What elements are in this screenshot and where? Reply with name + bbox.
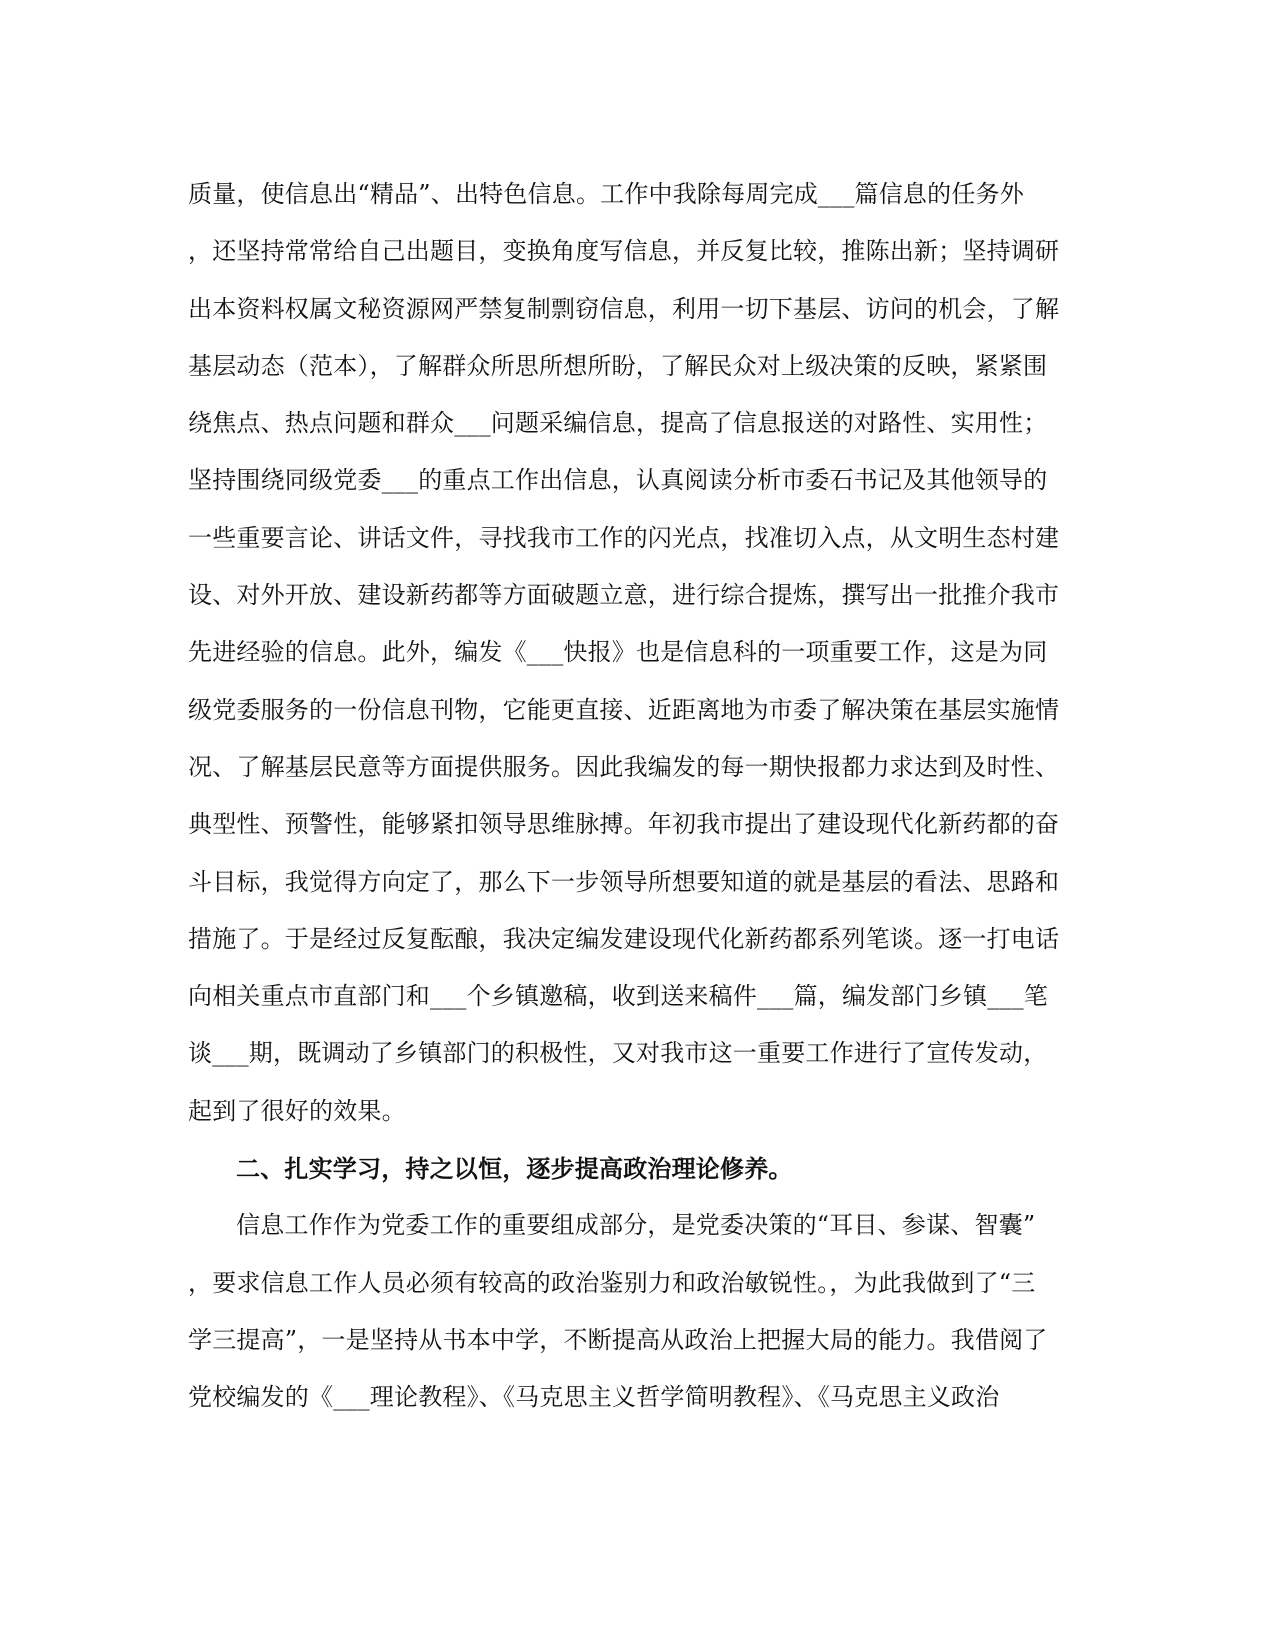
text-line: 设、对外开放、建设新药都等方面破题立意，进行综合提炼，撰写出一批推介我市 <box>188 581 1060 610</box>
text-line: 一些重要言论、讲话文件，寻找我市工作的闪光点，找准切入点，从文明生态村建 <box>188 523 1060 552</box>
text-line: 典型性、预警性，能够紧扣领导思维脉搏。年初我市提出了建设现代化新药都的奋 <box>188 810 1060 839</box>
text-line: 谈___期，既调动了乡镇部门的积极性，又对我市这一重要工作进行了宣传发动， <box>188 1039 1048 1068</box>
section-heading: 二、扎实学习，持之以恒，逐步提高政治理论修养。 <box>236 1154 793 1184</box>
text-line: 措施了。于是经过反复酝酿，我决定编发建设现代化新药都系列笔谈。逐一打电话 <box>188 924 1060 953</box>
text-line: 出本资料权属文秘资源网严禁复制剽窃信息，利用一切下基层、访问的机会，了解 <box>188 294 1060 323</box>
text-line: 基层动态（范本），了解群众所思所想所盼，了解民众对上级决策的反映，紧紧围 <box>188 351 1048 380</box>
text-line: 绕焦点、热点问题和群众___问题采编信息，提高了信息报送的对路性、实用性； <box>188 409 1048 438</box>
text-line: 向相关重点市直部门和___个乡镇邀稿，收到送来稿件___篇，编发部门乡镇___笔 <box>188 982 1048 1011</box>
text-line: 质量，使信息出“精品”、出特色信息。工作中我除每周完成___篇信息的任务外 <box>188 180 1024 208</box>
text-line: 学三提高”，一是坚持从书本中学，不断提高从政治上把握大局的能力。我借阅了 <box>188 1325 1048 1354</box>
text-line: 信息工作作为党委工作的重要组成部分，是党委决策的“耳目、参谋、智囊” <box>236 1211 1036 1240</box>
text-line: 级党委服务的一份信息刊物，它能更直接、近距离地为市委了解决策在基层实施情 <box>188 695 1060 724</box>
document-body <box>188 166 1088 1427</box>
text-line: 斗目标，我觉得方向定了，那么下一步领导所想要知道的就是基层的看法、思路和 <box>188 867 1060 896</box>
text-line: 先进经验的信息。此外，编发《___快报》也是信息科的一项重要工作，这是为同 <box>188 638 1048 667</box>
text-line: 党校编发的《___理论教程》、《马克思主义哲学简明教程》、《马克思主义政治 <box>188 1383 1000 1412</box>
text-line: 况、了解基层民意等方面提供服务。因此我编发的每一期快报都力求达到及时性、 <box>188 752 1060 781</box>
text-line: ，还坚持常常给自己出题目，变换角度写信息，并反复比较，推陈出新；坚持调研 <box>188 237 1060 266</box>
text-line: 起到了很好的效果。 <box>188 1096 406 1125</box>
text-line: 坚持围绕同级党委___的重点工作出信息，认真阅读分析市委石书记及其他领导的 <box>188 466 1048 495</box>
text-line: ，要求信息工作人员必须有较高的政治鉴别力和政治敏锐性。，为此我做到了“三 <box>188 1268 1036 1297</box>
